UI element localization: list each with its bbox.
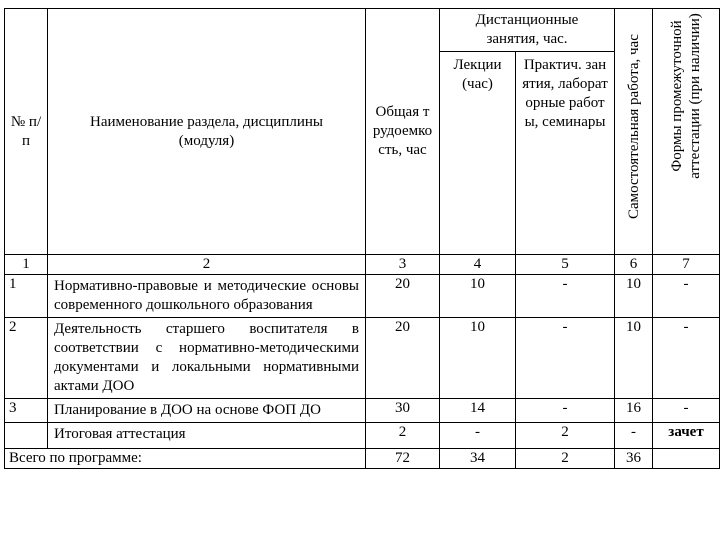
row-num: 3 xyxy=(5,399,48,423)
row-practice: - xyxy=(516,275,615,318)
header-lectures-text: Лекции (час) xyxy=(453,57,502,92)
total-row xyxy=(5,449,720,469)
row-practice: - xyxy=(516,318,615,399)
header-self-work-text: Самостоятельная работа, час xyxy=(625,34,642,219)
header-attestation-forms xyxy=(653,9,720,255)
header-total xyxy=(366,9,440,255)
header-num xyxy=(5,9,48,255)
row-form: - xyxy=(653,399,720,423)
row-lectures: 10 xyxy=(440,318,516,399)
header-practice xyxy=(516,52,615,255)
header-num-text: № п/п xyxy=(10,113,42,149)
colnum-3: 3 xyxy=(366,255,440,275)
header-name-text: Наименование раздела, дисциплины (модуля) xyxy=(90,113,323,149)
table-row xyxy=(5,275,720,318)
row-practice: - xyxy=(516,399,615,423)
total-hours: 72 xyxy=(366,449,440,469)
total-self: 36 xyxy=(615,449,653,469)
row-total: 30 xyxy=(366,399,440,423)
row-total: 20 xyxy=(366,275,440,318)
final-attestation-form: зачет xyxy=(653,423,720,449)
row-form: - xyxy=(653,318,720,399)
row-num: 2 xyxy=(5,318,48,399)
row-self: 10 xyxy=(615,275,653,318)
colnum-2: 2 xyxy=(48,255,366,275)
final-attestation-total: 2 xyxy=(366,423,440,449)
header-distance-group-text: Дистанционные занятия, час. xyxy=(475,12,579,47)
header-attestation-forms-label: Формы промежуточной аттестации (при наличии) xyxy=(669,13,704,179)
row-self: 16 xyxy=(615,399,653,423)
header-row-top xyxy=(5,9,720,52)
final-attestation-name: Итоговая аттестация xyxy=(48,423,366,449)
row-lectures: 14 xyxy=(440,399,516,423)
total-label: Всего по программе: xyxy=(5,449,366,469)
total-form xyxy=(653,449,720,469)
header-attestation-forms-text xyxy=(668,9,704,201)
table-row xyxy=(5,399,720,423)
final-attestation-num xyxy=(5,423,48,449)
header-name xyxy=(48,9,366,255)
header-lectures xyxy=(440,52,516,255)
row-name: Нормативно-правовые и методические основы современного дошкольного образования xyxy=(48,275,366,318)
row-lectures: 10 xyxy=(440,275,516,318)
colnum-4: 4 xyxy=(440,255,516,275)
final-attestation-lectures: - xyxy=(440,423,516,449)
colnum-6: 6 xyxy=(615,255,653,275)
final-attestation-row xyxy=(5,423,720,449)
row-self: 10 xyxy=(615,318,653,399)
row-num: 1 xyxy=(5,275,48,318)
colnum-5: 5 xyxy=(516,255,615,275)
row-name: Деятельность старшего воспитателя в соответствии с нормативно-методическими документами и локальными нормативными актами ДОО xyxy=(48,318,366,399)
header-distance-group xyxy=(440,9,615,52)
final-attestation-self: - xyxy=(615,423,653,449)
curriculum-table xyxy=(4,8,720,469)
colnum-1: 1 xyxy=(5,255,48,275)
header-self-work xyxy=(615,9,653,255)
header-practice-text: Практич. занятия, лабораторные работы, семинары xyxy=(522,57,608,130)
header-total-text: Общая трудоемкость, час xyxy=(372,104,433,158)
column-numbers-row xyxy=(5,255,720,275)
final-attestation-practice: 2 xyxy=(516,423,615,449)
colnum-7: 7 xyxy=(653,255,720,275)
total-practice: 2 xyxy=(516,449,615,469)
row-name: Планирование в ДОО на основе ФОП ДО xyxy=(48,399,366,423)
row-total: 20 xyxy=(366,318,440,399)
total-lectures: 34 xyxy=(440,449,516,469)
row-form: - xyxy=(653,275,720,318)
table-row xyxy=(5,318,720,399)
